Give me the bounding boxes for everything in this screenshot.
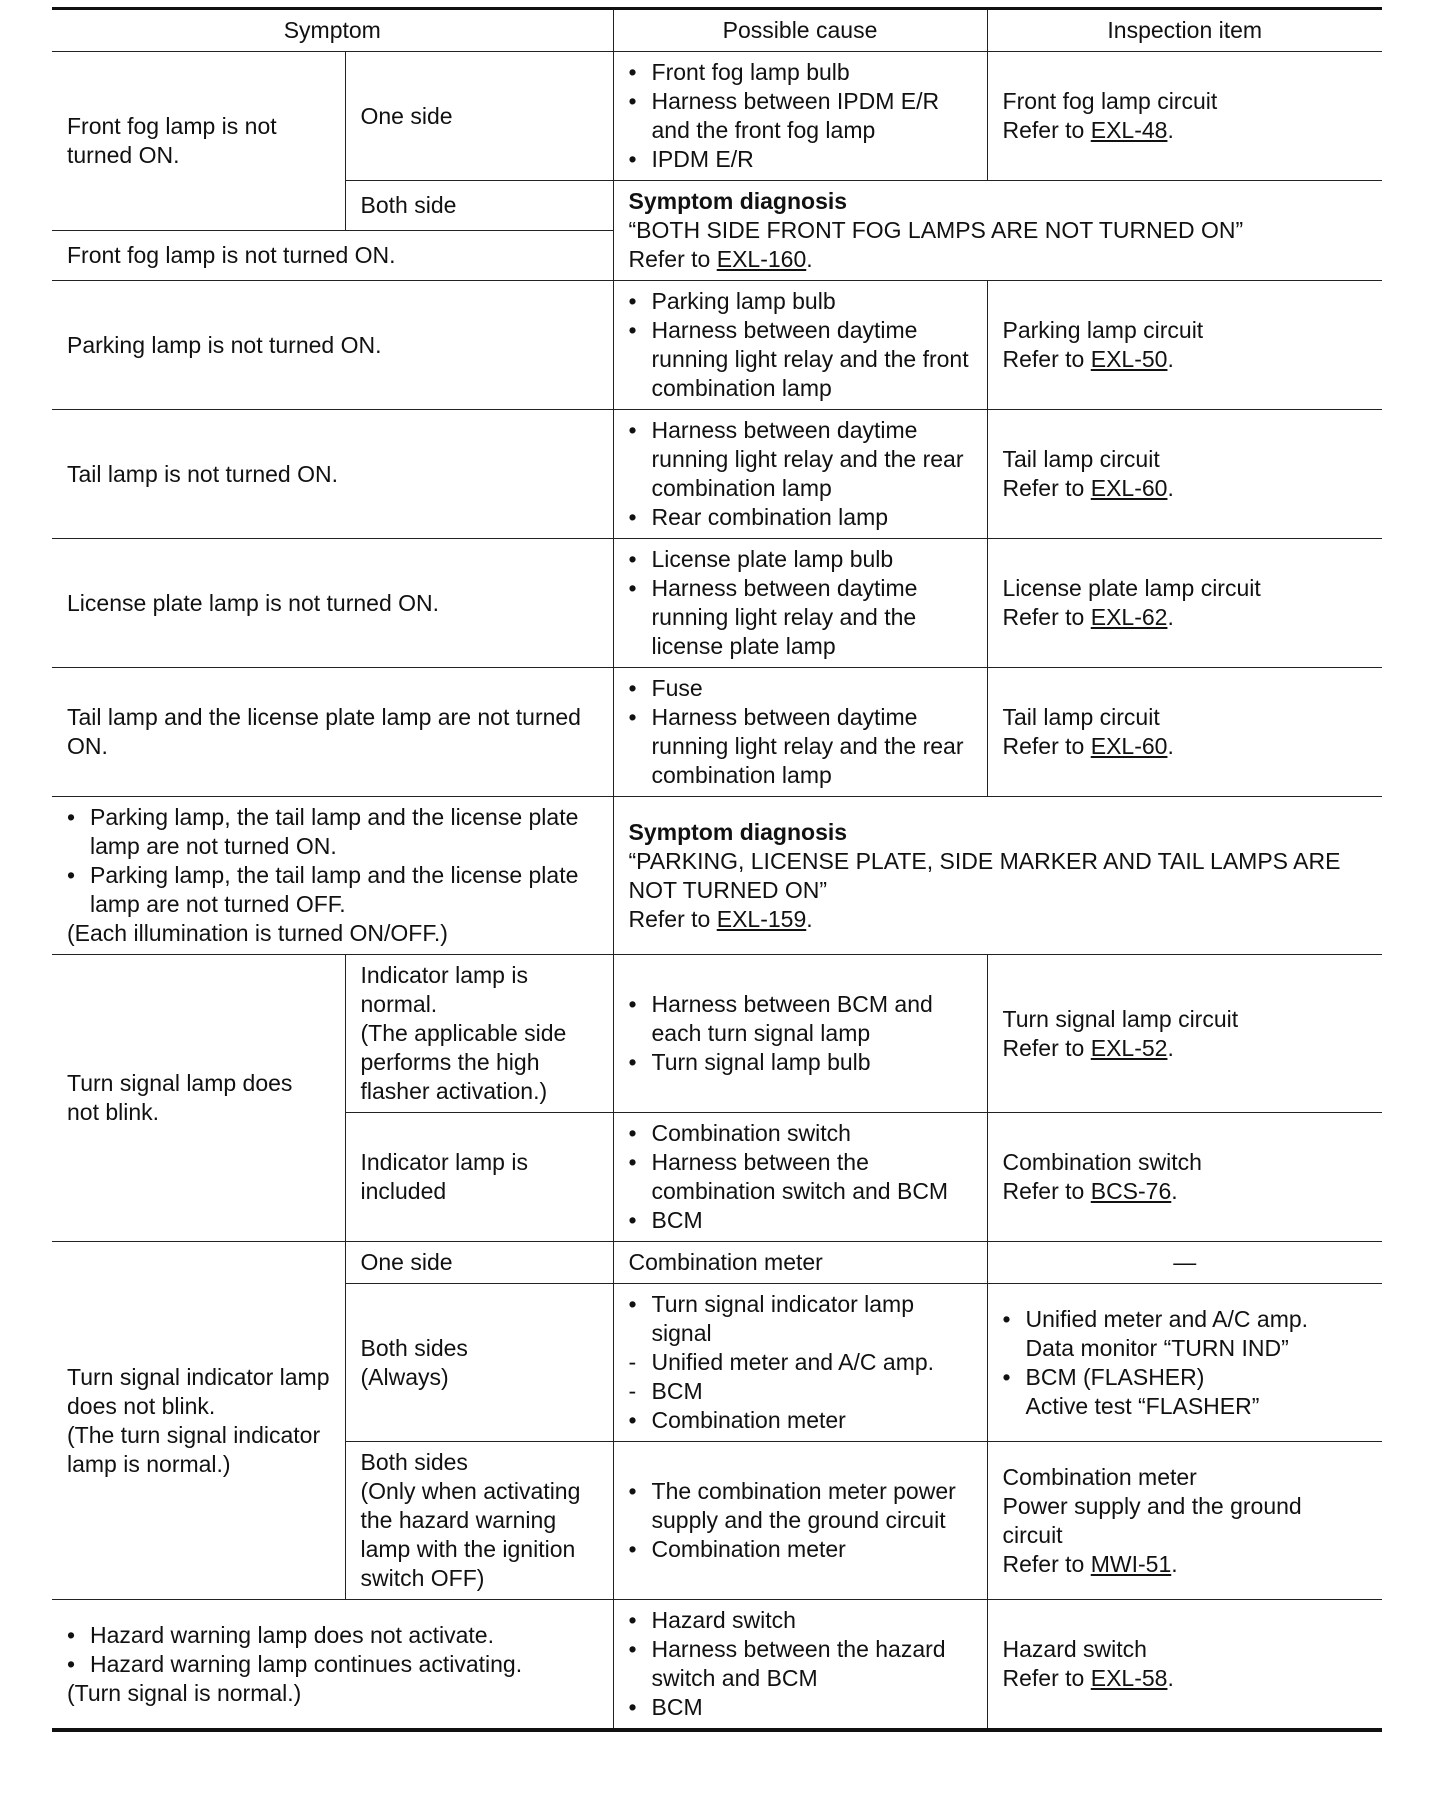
list-item: • Combination switch xyxy=(629,1119,972,1148)
cause-list xyxy=(629,674,972,790)
inspection-cell: Parking lamp circuit Refer to EXL-50. xyxy=(987,281,1382,410)
cause-list xyxy=(629,58,972,174)
refer-label: Refer to xyxy=(1002,475,1091,501)
table-row xyxy=(52,1600,1382,1731)
cause-list xyxy=(629,1606,972,1722)
inspection-list xyxy=(1003,1305,1368,1421)
reference-link[interactable]: EXL-60 xyxy=(1090,475,1168,501)
header-row xyxy=(52,9,1382,52)
cause-cell xyxy=(613,1600,987,1731)
symptom-cell: Turn signal indicator lamp does not blink. (The turn signal indicator lamp is normal.) xyxy=(52,1242,345,1600)
list-item: • Combination meter xyxy=(629,1406,972,1435)
symptom-note: (Each illumination is turned ON/OFF.) xyxy=(67,920,448,946)
refer-label: Refer to xyxy=(1002,117,1091,143)
list-item: • Hazard warning lamp does not activate. xyxy=(67,1621,598,1650)
cause-cell xyxy=(613,52,987,181)
cause-list xyxy=(629,990,972,1077)
cause-list xyxy=(629,1119,972,1235)
inspection-cell: Tail lamp circuit Refer to EXL-60. xyxy=(987,668,1382,797)
symptom-cell: Tail lamp is not turned ON. xyxy=(52,410,613,539)
table-row xyxy=(52,52,1382,181)
refer-label: Refer to xyxy=(628,905,717,932)
symptom-cell: Tail lamp and the license plate lamp are not turned ON. xyxy=(52,668,613,797)
inspection-cell: Tail lamp circuit Refer to EXL-60. xyxy=(987,410,1382,539)
list-item: • Parking lamp, the tail lamp and the license plate lamp are not turned OFF. xyxy=(67,861,598,919)
inspection-cell: Combination meter Power supply and the ground circuit Refer to MWI-51. xyxy=(987,1442,1382,1600)
symptom-cell: License plate lamp is not turned ON. xyxy=(52,539,613,668)
inspection-label: Front fog lamp circuit xyxy=(1002,88,1218,114)
table-row xyxy=(52,539,1382,668)
refer-label: Refer to xyxy=(1002,1178,1091,1204)
list-item: • IPDM E/R xyxy=(629,145,972,174)
cause-cell: Combination meter xyxy=(613,1242,987,1284)
reference-link[interactable]: BCS-76 xyxy=(1090,1178,1172,1204)
sub-symptom-cell: Indicator lamp is normal. (The applicable side performs the high flasher activation.) xyxy=(345,955,613,1113)
cause-cell xyxy=(613,281,987,410)
refer-label: Refer to xyxy=(1002,1665,1091,1691)
refer-label: Refer to xyxy=(1002,1550,1091,1577)
cause-cell xyxy=(613,1284,987,1442)
refer-label: Refer to xyxy=(628,246,717,272)
symptom-list xyxy=(67,1621,598,1679)
list-item: • Harness between daytime running light relay and the front combination lamp xyxy=(629,316,972,403)
cause-list xyxy=(629,416,972,532)
header-possible-cause: Possible cause xyxy=(613,9,987,52)
inspection-label: Hazard switch xyxy=(1002,1636,1147,1662)
reference-link[interactable]: EXL-62 xyxy=(1090,604,1168,630)
list-item: • Turn signal indicator lamp signal xyxy=(629,1290,972,1348)
list-item: • Parking lamp bulb xyxy=(629,287,972,316)
symptom-note: (Turn signal is normal.) xyxy=(67,1679,302,1706)
inspection-label: Combination switch xyxy=(1002,1149,1202,1175)
table-row xyxy=(52,1242,1382,1284)
list-item: • BCM xyxy=(629,1206,972,1235)
list-item: • Hazard warning lamp continues activating. xyxy=(67,1650,598,1679)
list-item: • The combination meter power supply and the ground circuit xyxy=(629,1477,972,1535)
diagnosis-text: “BOTH SIDE FRONT FOG LAMPS ARE NOT TURNED ON” xyxy=(628,217,1244,243)
diagnosis-title: Symptom diagnosis xyxy=(628,818,848,845)
header-symptom: Symptom xyxy=(52,9,613,52)
reference-link[interactable]: EXL-52 xyxy=(1090,1034,1168,1061)
list-item: • Harness between the hazard switch and BCM xyxy=(629,1635,972,1693)
inspection-cell: Hazard switch Refer to EXL-58. xyxy=(987,1600,1382,1731)
inspection-label: License plate lamp circuit xyxy=(1002,575,1261,601)
list-item: • Parking lamp, the tail lamp and the license plate lamp are not turned ON. xyxy=(67,803,598,861)
cause-list xyxy=(629,1477,972,1564)
header-inspection-item: Inspection item xyxy=(987,9,1382,52)
list-item: • Harness between daytime running light relay and the rear combination lamp xyxy=(629,703,972,790)
list-item: • Hazard switch xyxy=(629,1606,972,1635)
list-item: • Combination meter xyxy=(629,1535,972,1564)
sub-symptom-cell: Both side xyxy=(345,181,613,231)
list-item: • License plate lamp bulb xyxy=(629,545,972,574)
list-item: • Harness between daytime running light relay and the license plate lamp xyxy=(629,574,972,661)
cause-cell xyxy=(613,955,987,1113)
diagnosis-title: Symptom diagnosis xyxy=(628,188,848,214)
list-item: • BCM (FLASHER) Active test “FLASHER” xyxy=(1003,1363,1368,1421)
cause-list xyxy=(629,1290,972,1435)
sub-symptom-cell: One side xyxy=(345,1242,613,1284)
sub-symptom-cell: Both sides (Only when activating the hazard warning lamp with the ignition switch OFF) xyxy=(345,1442,613,1600)
inspection-cell: Front fog lamp circuit Refer to EXL-48. xyxy=(987,52,1382,181)
table-row xyxy=(52,668,1382,797)
list-item: • Front fog lamp bulb xyxy=(629,58,972,87)
inspection-cell: Turn signal lamp circuit Refer to EXL-52. xyxy=(987,955,1382,1113)
diagnosis-cell: Symptom diagnosis “PARKING, LICENSE PLATE, SIDE MARKER AND TAIL LAMPS ARE NOT TURNED ON” Refer to EXL-159. xyxy=(613,797,1382,955)
sub-symptom-cell: Indicator lamp is included xyxy=(345,1113,613,1242)
cause-cell xyxy=(613,410,987,539)
diagnosis-cell: Symptom diagnosis “BOTH SIDE FRONT FOG LAMPS ARE NOT TURNED ON” Refer to EXL-160. xyxy=(613,181,1382,281)
symptom-cell: Parking lamp is not turned ON. xyxy=(52,281,613,410)
reference-link[interactable]: EXL-60 xyxy=(1090,733,1168,759)
list-item: • Fuse xyxy=(629,674,972,703)
symptom-list xyxy=(67,803,598,919)
list-item: • Harness between the combination switch and BCM xyxy=(629,1148,972,1206)
refer-label: Refer to xyxy=(1002,346,1091,372)
reference-link[interactable]: MWI-51 xyxy=(1090,1550,1172,1577)
inspection-cell: License plate lamp circuit Refer to EXL-62. xyxy=(987,539,1382,668)
table-row xyxy=(52,281,1382,410)
inspection-label: Tail lamp circuit xyxy=(1002,704,1160,730)
symptom-cell: Front fog lamp is not turned ON. xyxy=(52,52,345,231)
inspection-label: Parking lamp circuit xyxy=(1002,317,1204,343)
list-item: • Unified meter and A/C amp. Data monitor “TURN IND” xyxy=(1003,1305,1368,1363)
symptom-cell: Turn signal lamp does not blink. xyxy=(52,955,345,1242)
refer-label: Refer to xyxy=(1002,1034,1091,1061)
diagnosis-text: “PARKING, LICENSE PLATE, SIDE MARKER AND TAIL LAMPS ARE NOT TURNED ON” xyxy=(628,847,1341,903)
list-item: • Harness between daytime running light relay and the rear combination lamp xyxy=(629,416,972,503)
reference-link[interactable]: EXL-58 xyxy=(1090,1665,1168,1691)
list-item: - Unified meter and A/C amp. xyxy=(629,1348,972,1377)
list-item: • Turn signal lamp bulb xyxy=(629,1048,972,1077)
reference-link[interactable]: EXL-48 xyxy=(1090,117,1168,143)
sub-symptom-cell: One side xyxy=(345,52,613,181)
table-row xyxy=(52,410,1382,539)
sub-symptom-cell: Both sides (Always) xyxy=(345,1284,613,1442)
table-row xyxy=(52,797,1382,955)
symptom-cell xyxy=(52,797,613,955)
list-item: - BCM xyxy=(629,1377,972,1406)
symptom-cell xyxy=(52,1600,613,1731)
refer-label: Refer to xyxy=(1002,733,1091,759)
list-item: • BCM xyxy=(629,1693,972,1722)
inspection-label: Tail lamp circuit xyxy=(1002,446,1160,472)
cause-cell xyxy=(613,539,987,668)
list-item: • Harness between BCM and each turn signal lamp xyxy=(629,990,972,1048)
inspection-cell xyxy=(987,1284,1382,1442)
troubleshooting-table xyxy=(52,7,1382,1732)
reference-link[interactable]: EXL-159 xyxy=(716,905,807,932)
cause-cell xyxy=(613,1442,987,1600)
inspection-label: Turn signal lamp circuit xyxy=(1002,1005,1239,1032)
table-row xyxy=(52,955,1382,1113)
cause-cell xyxy=(613,1113,987,1242)
list-item: • Rear combination lamp xyxy=(629,503,972,532)
inspection-cell: — xyxy=(987,1242,1382,1284)
inspection-cell: Combination switch Refer to BCS-76. xyxy=(987,1113,1382,1242)
inspection-label: Combination meter Power supply and the ground circuit xyxy=(1002,1463,1302,1548)
list-item: • Harness between IPDM E/R and the front fog lamp xyxy=(629,87,972,145)
cause-list xyxy=(629,287,972,403)
reference-link[interactable]: EXL-160 xyxy=(716,246,807,272)
cause-cell xyxy=(613,668,987,797)
symptom-cell: Front fog lamp is not turned ON. xyxy=(52,231,613,281)
refer-label: Refer to xyxy=(1002,604,1091,630)
reference-link[interactable]: EXL-50 xyxy=(1090,346,1168,372)
cause-list xyxy=(629,545,972,661)
